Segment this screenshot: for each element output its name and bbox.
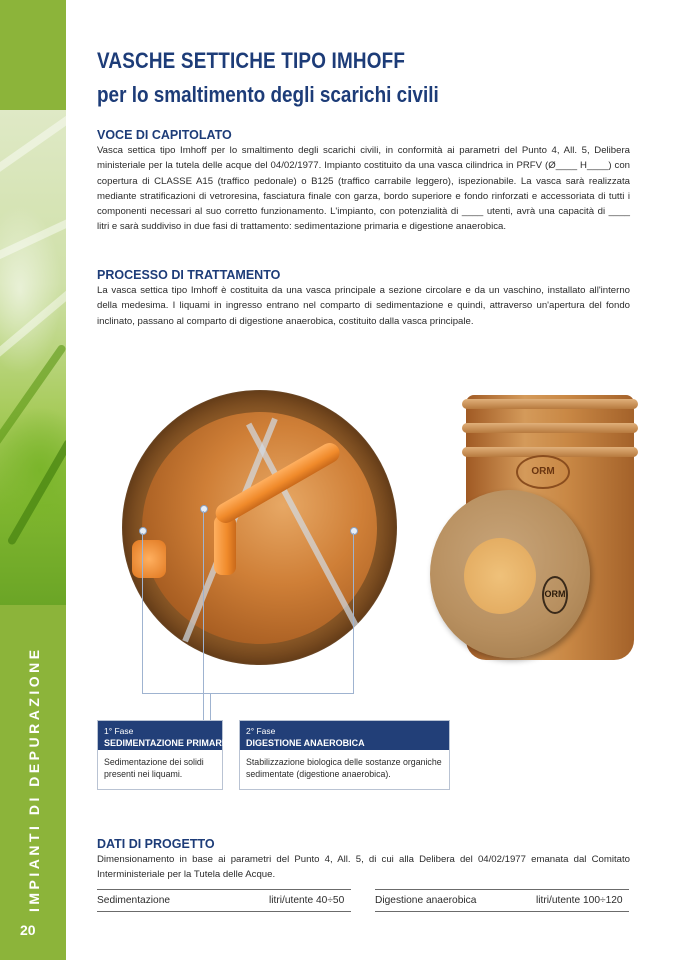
- table-rule: [97, 911, 351, 912]
- phase-number: 2° Fase: [246, 726, 276, 736]
- dati-paragraph: Dimensionamento in base ai parametri del Punto 4, All. 5, di cui alla Delibera del 04/02/1977 emanata dal Comitato Interministeriale per la Tutela delle Acque.: [97, 854, 630, 881]
- table-rule: [375, 889, 629, 890]
- lid-logo: ORM: [542, 576, 568, 614]
- phase-number: 1° Fase: [104, 726, 134, 736]
- table-label: Digestione anaerobica: [375, 895, 477, 906]
- page-title: VASCHE SETTICHE TIPO IMHOFF: [97, 48, 406, 73]
- marker-dot: [350, 527, 358, 535]
- connector-line: [142, 693, 210, 694]
- table-label: Sedimentazione: [97, 895, 171, 906]
- processo-heading: PROCESSO DI TRATTAMENTO: [97, 268, 281, 282]
- connector-line: [210, 693, 354, 694]
- lid-photo: [430, 490, 590, 658]
- voce-paragraph: Vasca settica tipo Imhoff per lo smaltimento degli scarichi civili, in conformità ai parametri del Punto 4, All. 5, Delibera ministeriale per la tutela delle acque del 04/02/1977. Impianto costituito da una vasca cilindrica in PRFV (Ø____ H____) con copertura di CLASSE A15 (traffico pedonale) o B125 (traffico carrabile leggero), ispezionabile. La vasca sarà realizzata mediante stratificazioni di vetroresina, fasciatura finale con garza, bordo superiore e fondo rinforzati e accessoriata di tutti i componenti necessari al suo corretto funzionamento. L'impianto, con potenzialità di ____ utenti, avrà una capacità di ____ litri e sarà suddiviso in due fasi di trattamento: sedimentazione primaria e digestione anaerobica.: [97, 145, 630, 233]
- section-title: IMPIANTI DI DEPURAZIONE: [26, 646, 42, 912]
- voce-heading: VOCE DI CAPITOLATO: [97, 128, 232, 142]
- phase-description: Stabilizzazione biologica delle sostanze organiche sedimentate (digestione anaerobica).: [246, 757, 442, 779]
- sidebar: [0, 0, 66, 960]
- phase-1-box: [97, 720, 231, 790]
- dati-heading: DATI DI PROGETTO: [97, 837, 215, 851]
- table-rule: [375, 911, 629, 912]
- phase-title: DIGESTIONE ANAEROBICA: [246, 738, 365, 748]
- connector-line: [142, 533, 143, 693]
- table-rule: [97, 889, 351, 890]
- leaf-photo: [0, 110, 66, 605]
- table-value: litri/utente 100÷120: [536, 895, 623, 906]
- marker-dot: [139, 527, 147, 535]
- phase-description: Sedimentazione dei solidi presenti nei liquami.: [104, 757, 204, 779]
- connector-line: [353, 533, 354, 693]
- page-subtitle: per lo smaltimento degli scarichi civili: [97, 82, 439, 107]
- phase-2-box: [239, 720, 450, 790]
- connector-line: [210, 693, 211, 720]
- marker-dot: [200, 505, 208, 513]
- connector-line: [203, 511, 204, 720]
- tank-logo: ORM: [516, 455, 570, 489]
- page-number: 20: [20, 922, 36, 938]
- table-value: litri/utente 40÷50: [269, 895, 345, 906]
- processo-paragraph: La vasca settica tipo Imhoff è costituita da una vasca principale a sezione circolare e da un vaschino, installato all'interno della medesima. I liquami in ingresso entrano nel comparto di sedimentazione e quindi, attraverso un'apertura del fondo inclinato, passano al comparto di digestione anaerobica, costituito dalla vasca principale.: [97, 285, 630, 327]
- phase-title: SEDIMENTAZIONE PRIMARIA: [104, 738, 231, 748]
